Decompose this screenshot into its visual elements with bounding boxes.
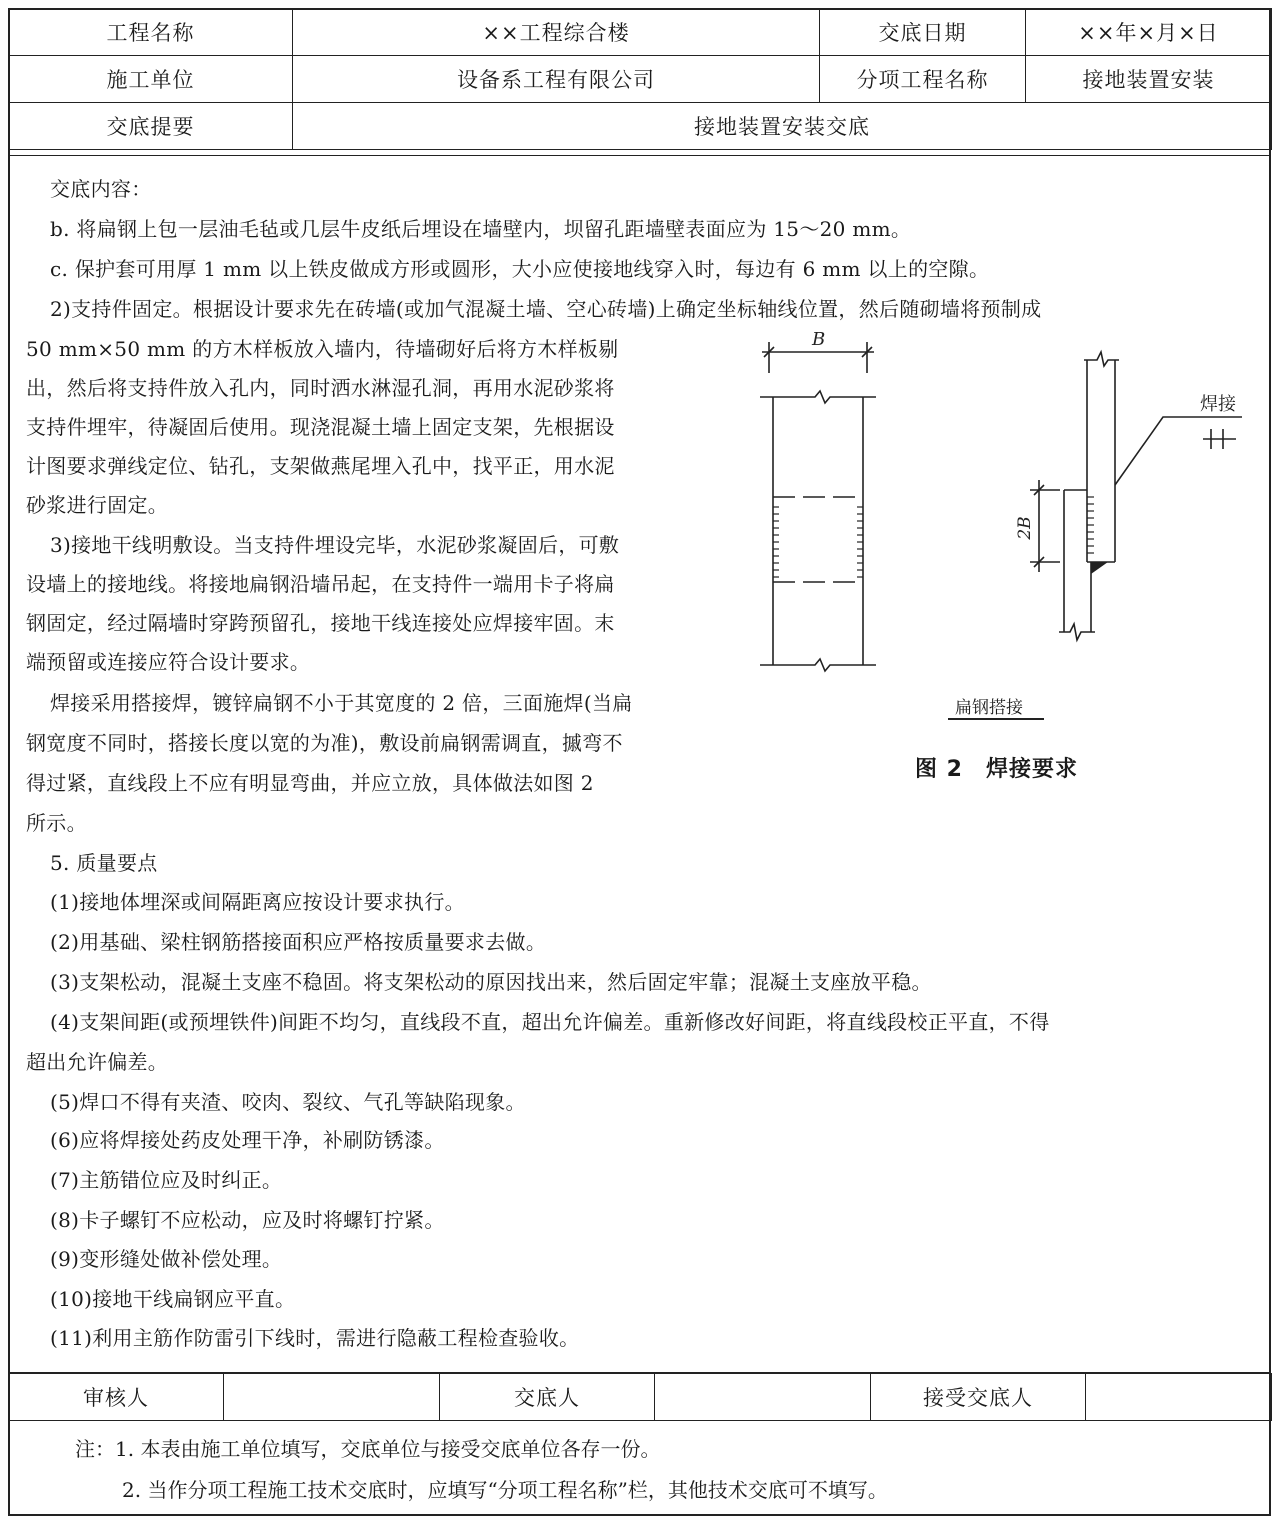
summary-value: 接地装置安装交底 <box>293 103 1272 150</box>
project-name-label: 工程名称 <box>9 9 293 56</box>
header-row-1 <box>9 9 1272 56</box>
content-line: (3)支架松动，混凝土支座不稳固。将支架松动的原因找出来，然后固定牢靠；混凝土支座放平稳。 <box>50 970 932 994</box>
break-upper <box>1084 352 1119 366</box>
content-line: (10)接地干线扁钢应平直。 <box>50 1287 296 1311</box>
content-line: 出，然后将支持件放入孔内，同时洒水淋湿孔洞，再用水泥砂浆将 <box>26 376 615 400</box>
content-line: c. 保护套可用厚 1 mm 以上铁皮做成方形或圆形，大小应使接地线穿入时，每边有 6 mm 以上的空隙。 <box>50 257 990 281</box>
discloser-field[interactable] <box>655 1374 871 1421</box>
receiver-field[interactable] <box>1086 1374 1272 1421</box>
figure-caption: 图 2 焊接要求 <box>915 757 1078 782</box>
content-line: (6)应将焊接处药皮处理干净，补刷防锈漆。 <box>50 1128 445 1152</box>
content-line: (4)支架间距(或预埋铁件)间距不均匀，直线段不直，超出允许偏差。重新修改好间距，将直线段校正平直，不得 <box>50 1010 1050 1034</box>
header-row-3 <box>9 103 1272 150</box>
content-line: (7)主筋错位应及时纠正。 <box>50 1168 283 1192</box>
header-row-2 <box>9 56 1272 103</box>
content-line: (8)卡子螺钉不应松动，应及时将螺钉拧紧。 <box>50 1208 445 1232</box>
break-line-top <box>760 391 876 403</box>
content-line: 2)支持件固定。根据设计要求先在砖墙(或加气混凝土墙、空心砖墙)上确定坐标轴线位置，然后随砌墙将预制成 <box>50 297 1042 321</box>
break-line-bottom <box>760 659 876 671</box>
figure-subcaption: 扁钢搭接 <box>955 698 1023 718</box>
content-line: 支持件埋牢，待凝固后使用。现浇混凝土墙上固定支架，先根据设 <box>26 415 615 439</box>
weld-figure <box>740 320 1260 700</box>
project-name-value: ××工程综合楼 <box>293 9 820 56</box>
subproject-label: 分项工程名称 <box>820 56 1026 103</box>
unit-value: 设备系工程有限公司 <box>293 56 820 103</box>
subcaption-underline <box>948 718 1044 720</box>
content-line: (2)用基础、梁柱钢筋搭接面积应严格按质量要求去做。 <box>50 930 547 954</box>
note-2: 2. 当作分项工程施工技术交底时，应填写“分项工程名称”栏，其他技术交底可不填写。 <box>122 1478 888 1502</box>
unit-label: 施工单位 <box>9 56 293 103</box>
content-line: 交底内容： <box>50 177 152 201</box>
content-line: 设墙上的接地线。将接地扁钢沿墙吊起，在支持件一端用卡子将扁 <box>26 572 615 596</box>
reviewer-label: 审核人 <box>9 1374 224 1421</box>
content-line: 超出允许偏差。 <box>26 1050 169 1074</box>
weld-label: 焊接 <box>1200 394 1236 415</box>
header-table <box>8 8 1272 150</box>
weld-ticks-right <box>857 507 863 577</box>
dim-b-label: B <box>812 329 826 350</box>
content-line: (9)变形缝处做补偿处理。 <box>50 1247 283 1271</box>
content-line: 计图要求弹线定位、钻孔，支架做燕尾埋入孔中，找平正，用水泥 <box>26 454 615 478</box>
content-line: 钢宽度不同时，搭接长度以宽的为准)，敷设前扁钢需调直，摵弯不 <box>26 731 623 755</box>
signoff-table <box>8 1373 1272 1421</box>
content-line: (11)利用主筋作防雷引下线时，需进行隐蔽工程检查验收。 <box>50 1326 580 1350</box>
content-line: 砂浆进行固定。 <box>26 493 169 517</box>
content-line: b. 将扁钢上包一层油毛毡或几层牛皮纸后埋设在墙壁内，坝留孔距墙壁表面应为 15～20 mm。 <box>50 217 912 241</box>
content-line: 5. 质量要点 <box>50 851 158 875</box>
content-line: 端预留或连接应符合设计要求。 <box>26 650 311 674</box>
weld-fillet <box>1091 562 1108 574</box>
content-line: 得过紧，直线段上不应有明显弯曲，并应立放，具体做法如图 2 <box>26 771 594 795</box>
dim-2b-label: 2B <box>1015 516 1035 540</box>
reviewer-field[interactable] <box>224 1374 440 1421</box>
weld-ticks-side <box>1087 497 1094 553</box>
date-value: ××年×月×日 <box>1026 9 1272 56</box>
content-line: 3)接地干线明敷设。当支持件埋设完毕，水泥砂浆凝固后，可敷 <box>50 533 620 557</box>
weld-ticks-left <box>773 507 779 577</box>
content-line: 50 mm×50 mm 的方木样板放入墙内，待墙砌好后将方木样板剔 <box>26 337 619 361</box>
summary-label: 交底提要 <box>9 103 293 150</box>
weld-leader <box>1115 417 1242 485</box>
content-line: 焊接采用搭接焊，镀锌扁钢不小于其宽度的 2 倍，三面施焊(当扁 <box>50 691 633 715</box>
date-label: 交底日期 <box>820 9 1026 56</box>
signoff-row <box>9 1374 1272 1421</box>
content-line: (5)焊口不得有夹渣、咬肉、裂纹、气孔等缺陷现象。 <box>50 1090 526 1114</box>
content-line: (1)接地体埋深或间隔距离应按设计要求执行。 <box>50 890 465 914</box>
discloser-label: 交底人 <box>440 1374 655 1421</box>
content-line: 所示。 <box>26 811 87 835</box>
receiver-label: 接受交底人 <box>871 1374 1086 1421</box>
note-1: 注：1. 本表由施工单位填写，交底单位与接受交底单位各存一份。 <box>75 1437 661 1461</box>
subproject-value: 接地装置安装 <box>1026 56 1272 103</box>
content-line: 钢固定，经过隔墙时穿跨预留孔，接地干线连接处应焊接牢固。末 <box>26 611 615 635</box>
